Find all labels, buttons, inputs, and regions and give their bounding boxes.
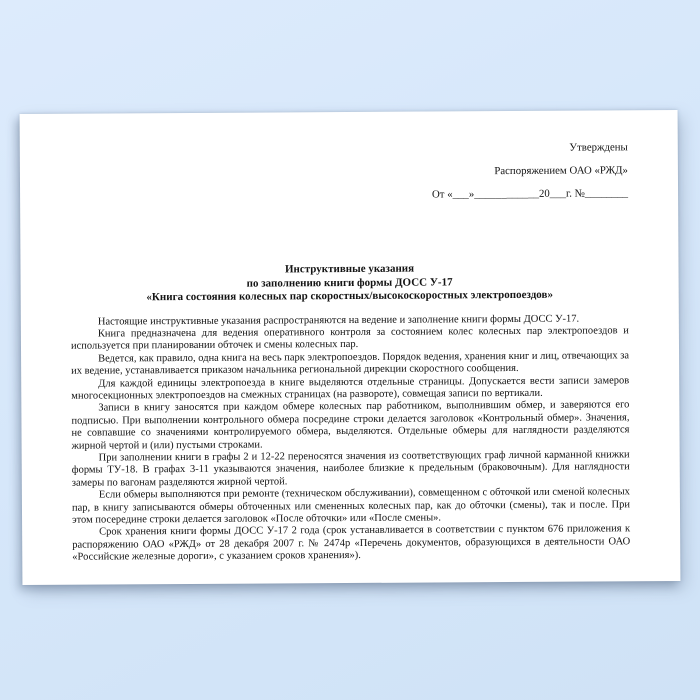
paragraph: Книга предназначена для ведения оперативного контроля за состоянием колес колесных пар электропоездов и используется при планировании обточек и смены колесных пар. (70, 325, 629, 353)
title-line-3: «Книга состояния колесных пар скоростных/высокоскоростных электропоездов» (146, 288, 553, 304)
paragraph: Срок хранения книги формы ДОСС У-17 2 года (срок устанавливается в соответствии с пунктом 676 приложения к распоряжению ОАО «РЖД» от 28 декабря 2007 г. № 2474р «Перечень документов, образующихся в деятельности ОАО «Российские железные дороги», с указанием сроков хранения»). (72, 523, 631, 563)
document-body (71, 313, 631, 565)
paragraph: При заполнении книги в графы 2 и 12-22 переносятся значения из соответствующих граф личной карманной книжки формы ТУ-18. В графах 3-11 указываются значения, наиболее близкие к предельным (браковочным). Для наглядности замеры по вагонам разделяются жирной чертой. (71, 449, 630, 489)
approval-block (70, 136, 628, 208)
title-line-2: по заполнению книги формы ДОСС У-17 (246, 275, 453, 290)
approval-line-1: Утверждены (569, 141, 628, 154)
paragraph: Настоящие инструктивные указания распространяются на ведение и заполнение книги формы ДОСС У-17. (97, 313, 580, 328)
approval-line-3: От «___»____________20___г. №________ (431, 187, 629, 201)
document-title (70, 261, 628, 305)
title-line-1: Инструктивные указания (284, 262, 415, 276)
paragraph: Для каждой единицы электропоезда в книге выделяются отдельные страницы. Допускается вести записи замеров многосекционных электропоездов на смежных страницах (на развороте), совмещая записи по вертикали. (71, 374, 630, 402)
paragraph: Записи в книгу заносятся при каждом обмере колесных пар работником, выполнившим обмер, и заверяются его подписью. При выполнении контрольного обмера посредине строки делается заголовок «Контрольный обмер». Значения, не совпавшие со значениями контролируемого обмера, выделяются. Отдельные обмеры для наглядности разделяются жирной чертой и (или) пустыми строками. (71, 399, 630, 452)
document-page (20, 110, 681, 585)
approval-line-2: Распоряжением ОАО «РЖД» (494, 164, 628, 178)
paragraph: Ведется, как правило, одна книга на весь парк электропоездов. Порядок ведения, хранения книг и лиц, отвечающих за их ведение, устанавливается приказом начальника региональной дирекции скоростного сообщения. (71, 350, 630, 377)
paragraph: Если обмеры выполняются при ремонте (техническом обслуживании), совмещенном с обточкой или сменой колесных пар, в книгу записываются обмеры обточенных или смененных колесных пар, как до обточки (смены), так и после. При этом посередине строки делается заголовок «После обточки» или «После смены». (71, 486, 630, 526)
